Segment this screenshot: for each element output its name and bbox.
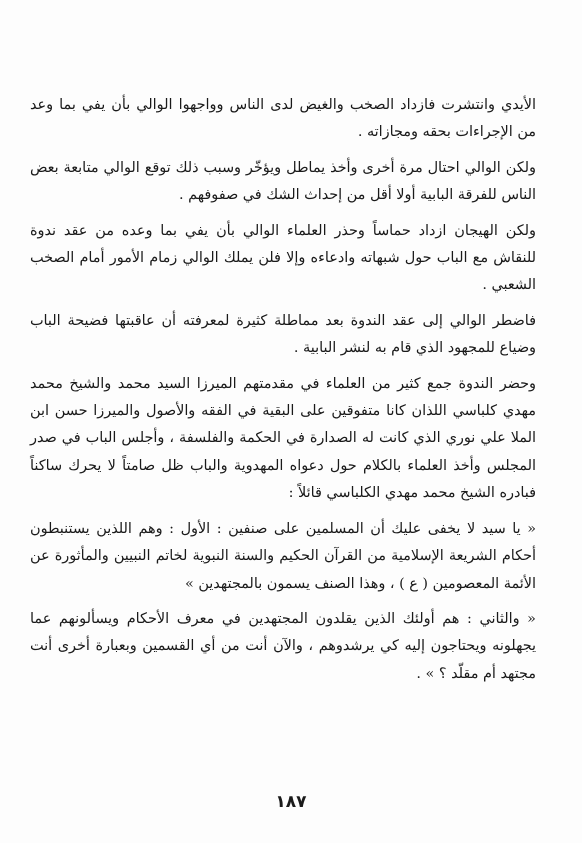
paragraph-5: وحضر الندوة جمع كثير من العلماء في مقدمتهم الميرزا السيد محمد والشيخ محمد مهدي كلباسي اللذان كانا متفوقين على البقية في الفقه والأصول والميرزا حسن ابن الملا علي نوري الذي كانت له الصدارة في الحكمة والفلسفة ، وأجلس الباب في صدر المجلس وأخذ العلماء بالكلام حول دعواه المهدوية والباب ظل صامتاً لا يحرك ساكناً فبادره الشيخ محمد مهدي الكلباسي قائلاً : — [30, 375, 536, 502]
paragraph-2: ولكن الوالي احتال مرة أخرى وأخذ يماطل ويؤخّر وسبب ذلك توقع الوالي متابعة بعض الناس للفرقة البابية أولا أقل من إحداث الشك في صفوفهم . — [30, 159, 536, 204]
body-text — [30, 92, 536, 696]
paragraph-4: فاضطر الوالي إلى عقد الندوة بعد مماطلة كثيرة لمعرفته أن عاقبتها فضيحة الباب وضياع للمجهود الذي قام به لنشر البابية . — [30, 312, 536, 357]
paragraph-1: الأيدي وانتشرت فازداد الصخب والغيض لدى الناس وواجهوا الوالي بأن يفي بما وعد من الإجراءات بحقه ومجازاته . — [30, 97, 536, 141]
page-number: ١٨٧ — [275, 792, 307, 812]
paragraph-7-quote: « والثاني : هم أولئك الذين يقلدون المجتهدين في معرف الأحكام ويسألونهم عما يجهلونه ويحتاجون إليه كي يرشدوهم ، والآن أنت من أي القسمين وبعبارة أخرى أنت مجتهد أم مقلّد ؟ » . — [30, 610, 536, 682]
paragraph-6-quote: « يا سيد لا يخفى عليك أن المسلمين على صنفين : الأول : وهم اللذين يستنبطون أحكام الشريعة الإسلامية من القرآن الحكيم والسنة النبوية لخاتم النبيين والمأثورة عن الأئمة المعصومين ( ع ) ، وهذا الصنف يسمون بالمجتهدين » — [30, 520, 536, 592]
paragraph-3: ولكن الهيجان ازداد حماساً وحذر العلماء الوالي بأن يفي بما وعده من عقد ندوة للنقاش مع الباب حول شبهاته وادعاءه وإلا فلن يملك الوالي زمام الأمور أمام الصخب الشعبي . — [30, 222, 536, 294]
